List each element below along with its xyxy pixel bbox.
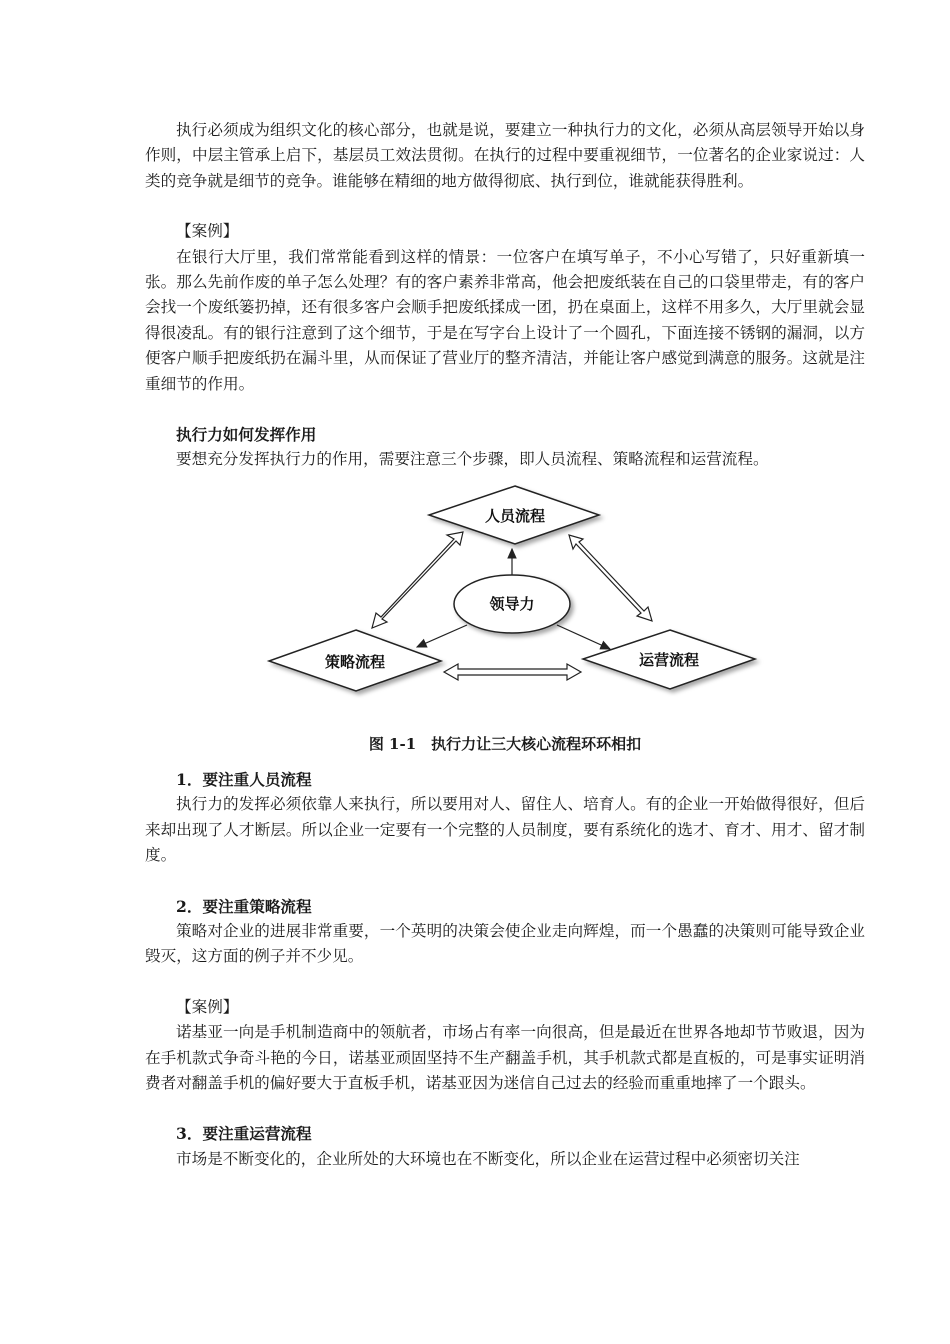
case-label: 【案例】 xyxy=(176,222,239,241)
arrow-center-to-left xyxy=(417,625,467,647)
document-page xyxy=(145,118,865,1172)
case-paragraph-bank: 在银行大厅里，我们常常能看到这样的情景：一位客户在填写单子，不小心写错了，只好重新填一张。那么先前作废的单子怎么处理？有的客户素养非常高，他会把废纸装在自己的口袋里带走，有的客户会找一个废纸篓扔掉，还有很多客户会顺手把废纸揉成一团，扔在桌面上，这样不用多久，大厅里就会显得很凌乱。有的银行注意到了这个细节，于是在写字台上设计了一个圆孔，下面连接不锈钢的漏洞，以方便客户顺手把废纸扔在漏斗里，从而保证了营业厅的整齐清洁，并能让客户感觉到满意的服务。这就是注重细节的作用。 xyxy=(145,247,865,393)
arrow-top-left xyxy=(372,532,463,628)
case-label-nokia: 【案例】 xyxy=(176,997,239,1016)
section-paragraph-operations: 市场是不断变化的，企业所处的大环境也在不断变化，所以企业在运营过程中必须密切关注 xyxy=(176,1149,800,1168)
section-heading-operations: 3．要注重运营流程 xyxy=(176,1124,312,1144)
node-strategy-label: 策略流程 xyxy=(324,652,386,671)
arrow-center-to-right xyxy=(557,625,610,649)
figure-caption: 图 1-1 执行力让三大核心流程环环相扣 xyxy=(368,734,642,753)
node-operations-label: 运营流程 xyxy=(638,650,700,669)
intro-paragraph: 执行必须成为组织文化的核心部分，也就是说，要建立一种执行力的文化，必须从高层领导开始以身作则，中层主管承上启下，基层员工效法贯彻。在执行的过程中要重视细节，一位著名的企业家说过：人类的竞争就是细节的竞争。谁能够在精细的地方做得彻底、执行到位，谁就能获得胜利。 xyxy=(145,121,865,190)
arrow-left-right xyxy=(444,664,581,680)
section-paragraph-strategy: 策略对企业的进展非常重要，一个英明的决策会使企业走向辉煌，而一个愚蠢的决策则可能导致企业毁灭，这方面的例子并不少见。 xyxy=(145,921,865,966)
section-heading-strategy: 2．要注重策略流程 xyxy=(176,896,312,916)
process-diagram-svg xyxy=(145,477,865,727)
node-strategy-process xyxy=(269,630,441,691)
process-diagram xyxy=(145,477,865,767)
section-paragraph-execution: 要想充分发挥执行力的作用，需要注意三个步骤，即人员流程、策略流程和运营流程。 xyxy=(176,450,769,469)
case-paragraph-nokia: 诺基亚一向是手机制造商中的领航者，市场占有率一向很高，但是最近在世界各地却节节败退，因为在手机款式争奇斗艳的今日，诺基亚顽固坚持不生产翻盖手机，其手机款式都是直板的，可是事实证明消费者对翻盖手机的偏好要大于直板手机，诺基亚因为迷信自己过去的经验而重重地摔了一个跟头。 xyxy=(145,1023,865,1092)
node-leadership-label: 领导力 xyxy=(489,594,535,613)
section-heading-execution: 执行力如何发挥作用 xyxy=(176,425,317,445)
node-personnel-label: 人员流程 xyxy=(484,506,546,525)
section-paragraph-personnel: 执行力的发挥必须依靠人来执行，所以要用对人、留住人、培育人。有的企业一开始做得很好，但后来却出现了人才断层。所以企业一定要有一个完整的人员制度，要有系统化的选才、育才、用才、留才制度。 xyxy=(145,795,865,865)
node-leadership xyxy=(454,575,570,633)
section-heading-personnel: 1．要注重人员流程 xyxy=(176,769,312,789)
node-operations-process xyxy=(583,630,755,689)
arrow-top-right xyxy=(569,535,652,621)
